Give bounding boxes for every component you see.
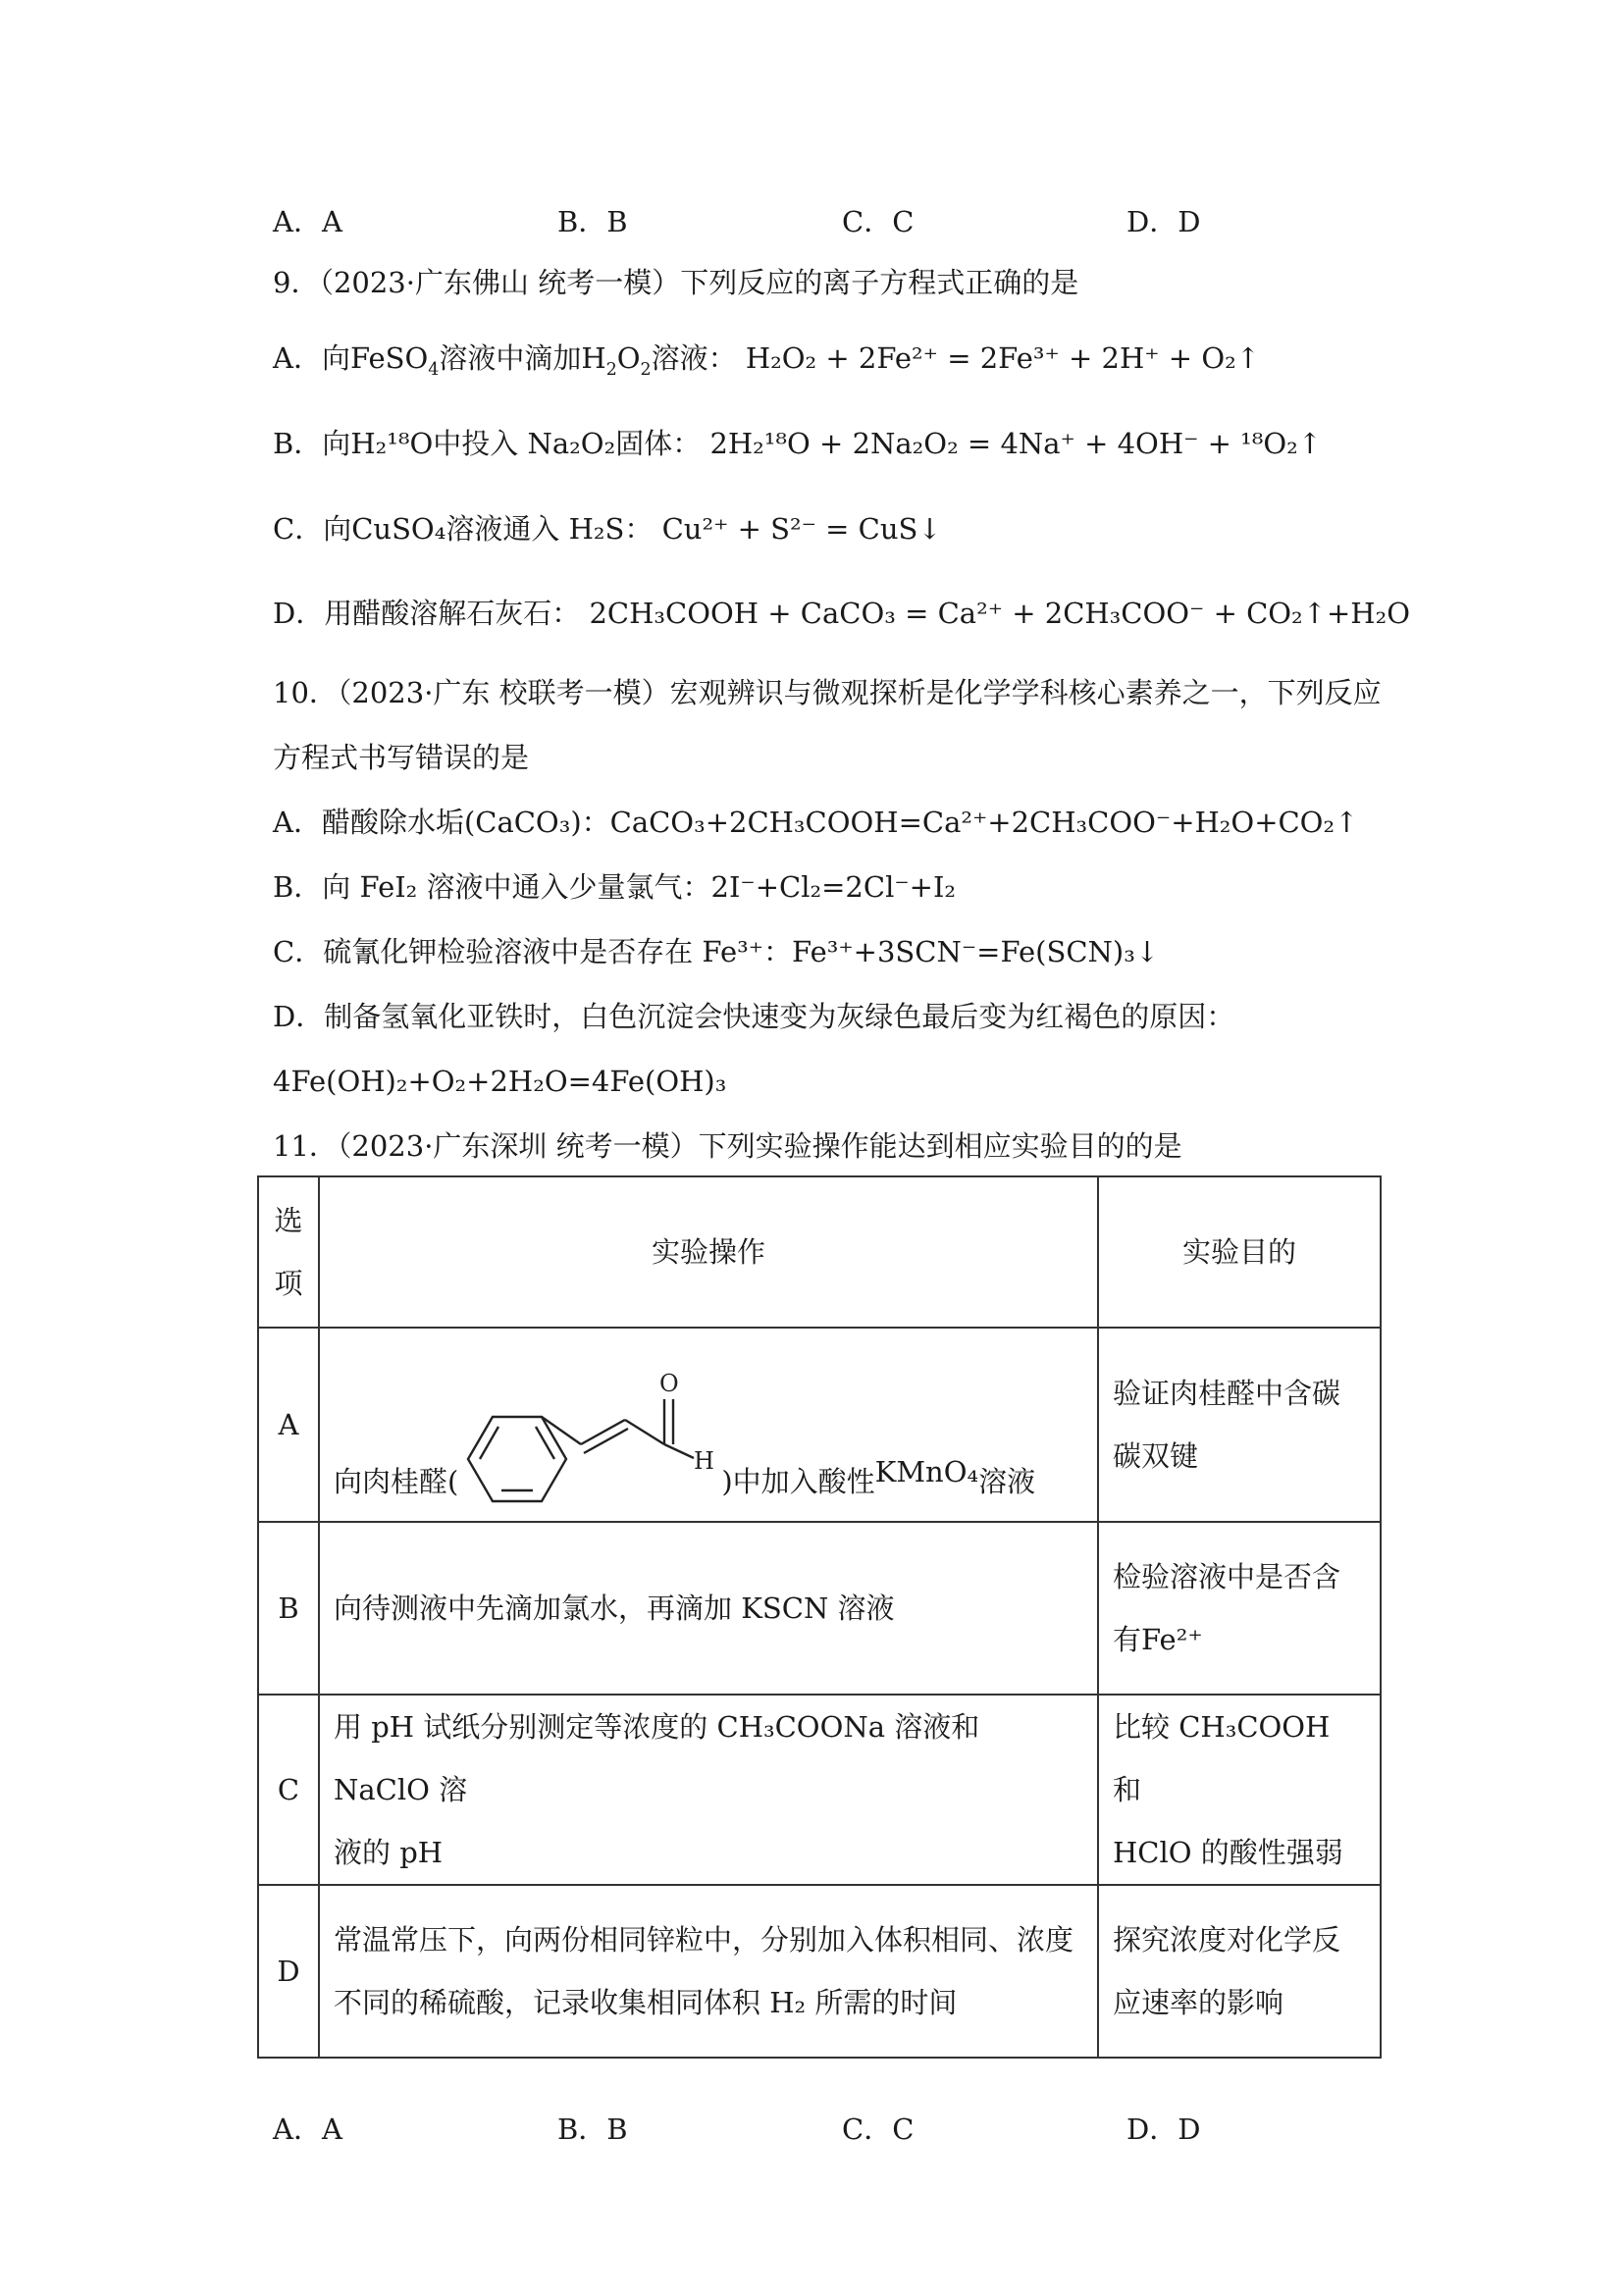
q9-b-water: H₂¹⁸O bbox=[350, 427, 434, 460]
row-purpose bbox=[1098, 1885, 1381, 2058]
op-reagent: KMnO₄ bbox=[874, 1455, 979, 1488]
q10-option-d-line1[interactable]: D．制备氢氧化亚铁时，白色沉淀会快速变为灰绿色最后变为红褐色的原因： bbox=[273, 1000, 1235, 1033]
op-line1: 常温常压下，向两份相同锌粒中，分别加入体积相同、浓度 bbox=[334, 1923, 1074, 1957]
op-line2: 液的 pH bbox=[334, 1836, 444, 1869]
row-operation bbox=[319, 1885, 1098, 2058]
q10-stem-line2: 方程式书写错误的是 bbox=[273, 741, 530, 774]
q9-a-h2o2: H bbox=[581, 341, 606, 375]
q9-d-text: D．用醋酸溶解石灰石： bbox=[273, 597, 581, 630]
op-end: 溶液 bbox=[978, 1465, 1036, 1498]
option-a[interactable]: A．A bbox=[273, 2113, 342, 2146]
option-c[interactable]: C．C bbox=[842, 2113, 915, 2146]
row-purpose bbox=[1098, 1522, 1381, 1695]
option-a[interactable]: A．A bbox=[273, 205, 342, 238]
q10-option-b[interactable]: B．向 FeI₂ 溶液中通入少量氯气：2I⁻+Cl₂=2Cl⁻+I₂ bbox=[273, 870, 957, 904]
top-options bbox=[273, 202, 1450, 241]
purpose-line1: 探究浓度对化学反 bbox=[1113, 1923, 1341, 1957]
q9-a-equation: H₂O₂ + 2Fe²⁺ = 2Fe³⁺ + 2H⁺ + O₂↑ bbox=[745, 341, 1261, 375]
op-line2: 不同的稀硫酸，记录收集相同体积 H₂ 所需的时间 bbox=[334, 1986, 958, 2019]
row-option: C bbox=[258, 1695, 319, 1885]
q9-c-equation: Cu²⁺ + S²⁻ = CuS↓ bbox=[661, 512, 942, 546]
q9-b-rest: 中投入 bbox=[433, 427, 519, 460]
table-row bbox=[258, 1695, 1381, 1885]
row-option: A bbox=[258, 1328, 319, 1522]
ring-double-bond bbox=[480, 1427, 498, 1459]
op-line1: 用 pH 试纸分别测定等浓度的 CH₃COONa 溶液和 NaClO 溶 bbox=[334, 1710, 980, 1806]
purpose-line2: HClO 的酸性强弱 bbox=[1113, 1836, 1343, 1869]
op-suffix: )中加入酸性 bbox=[721, 1465, 875, 1498]
header-purpose: 实验目的 bbox=[1098, 1176, 1381, 1328]
q9-option-a[interactable]: A．向FeSO$_4$溶液中滴加$H_2O_2$溶液： H₂O₂ + 2Fe²⁺ = 2Fe³⁺ + 2H⁺ + O₂↑ bbox=[273, 341, 1261, 380]
purpose-line1: 比较 CH₃COOH 和 bbox=[1113, 1710, 1331, 1806]
q9-a-label: A．向 bbox=[273, 341, 350, 375]
q9-c-rest: 溶液通入 bbox=[445, 512, 560, 546]
option-b[interactable]: B．B bbox=[557, 205, 628, 238]
mol-label-h: H bbox=[694, 1447, 715, 1475]
row-option: D bbox=[258, 1885, 319, 2058]
q9-a-rest: 溶液中滴加 bbox=[439, 341, 582, 375]
mol-label-o: O bbox=[659, 1370, 680, 1397]
purpose-line2: 应速率的影响 bbox=[1113, 1986, 1284, 2019]
row-operation bbox=[319, 1328, 1098, 1522]
row-option: B bbox=[258, 1522, 319, 1695]
table-row bbox=[258, 1885, 1381, 2058]
ring-double-bond bbox=[536, 1427, 554, 1459]
cinnamaldehyde-structure bbox=[458, 1366, 721, 1513]
table-row bbox=[258, 1328, 1381, 1522]
chain-bond bbox=[625, 1420, 664, 1444]
q9-stem: 9．（2023·广东佛山 统考一模）下列反应的离子方程式正确的是 bbox=[273, 266, 1079, 299]
header-operation: 实验操作 bbox=[319, 1176, 1098, 1328]
purpose-line1: 检验溶液中是否含 bbox=[1113, 1560, 1341, 1593]
option-d[interactable]: D．D bbox=[1126, 2113, 1201, 2146]
table-header-row bbox=[258, 1176, 1381, 1328]
q9-c-label: C．向 bbox=[273, 512, 352, 546]
benzene-ring bbox=[468, 1417, 566, 1501]
q9-b-label: B．向 bbox=[273, 427, 351, 460]
q9-option-d[interactable] bbox=[273, 594, 1410, 633]
q9-option-c[interactable] bbox=[273, 509, 942, 548]
aldehyde-h-bond bbox=[664, 1444, 694, 1458]
q10-option-a[interactable]: A．醋酸除水垢(CaCO₃)：CaCO₃+2CH₃COOH=Ca²⁺+2CH₃COO⁻+H₂O+CO₂↑ bbox=[273, 806, 1359, 839]
bottom-options bbox=[273, 2110, 1450, 2149]
q9-a-h2o2b: O bbox=[616, 341, 641, 375]
q9-c-colon: ： bbox=[624, 512, 654, 546]
row-operation bbox=[319, 1695, 1098, 1885]
q9-b-na2o2: Na₂O₂ bbox=[527, 427, 616, 460]
q9-b-solid: 固体： bbox=[615, 427, 702, 460]
q11-stem: 11．（2023·广东深圳 统考一模）下列实验操作能达到相应实验目的的是 bbox=[273, 1129, 1182, 1163]
header-option-line1: 选 bbox=[274, 1204, 303, 1237]
purpose-line2: 有Fe²⁺ bbox=[1113, 1623, 1203, 1656]
table-row bbox=[258, 1522, 1381, 1695]
chain-bond bbox=[542, 1417, 581, 1444]
alkene-bond bbox=[581, 1420, 625, 1444]
q9-d-equation: 2CH₃COOH + CaCO₃ = Ca²⁺ + 2CH₃COO⁻ + CO₂↑+H₂O bbox=[589, 597, 1410, 630]
q9-c-cuso4: CuSO₄ bbox=[351, 512, 446, 546]
experiment-table bbox=[257, 1175, 1382, 2059]
option-b[interactable]: B．B bbox=[557, 2113, 628, 2146]
row-purpose bbox=[1098, 1695, 1381, 1885]
q10-option-d-line2: 4Fe(OH)₂+O₂+2H₂O=4Fe(OH)₃ bbox=[273, 1065, 727, 1098]
purpose-line1: 验证肉桂醛中含碳 bbox=[1113, 1377, 1341, 1410]
q9-a-reagent: FeSO bbox=[349, 341, 429, 375]
op-prefix: 向肉桂醛( bbox=[334, 1465, 459, 1498]
q9-b-equation: 2H₂¹⁸O + 2Na₂O₂ = 4Na⁺ + 4OH⁻ + ¹⁸O₂↑ bbox=[709, 427, 1323, 460]
option-d[interactable]: D．D bbox=[1126, 205, 1201, 238]
q10-stem-line1: 10．（2023·广东 校联考一模）宏观辨识与微观探析是化学学科核心素养之一，下列反应 bbox=[273, 676, 1382, 709]
option-c[interactable]: C．C bbox=[842, 205, 915, 238]
q9-a-colon: 溶液： bbox=[651, 341, 737, 375]
row-purpose bbox=[1098, 1328, 1381, 1522]
header-option bbox=[258, 1176, 319, 1328]
q9-option-b[interactable] bbox=[273, 424, 1322, 463]
q9-c-h2s: H₂S bbox=[568, 512, 625, 546]
row-operation: 向待测液中先滴加氯水，再滴加 KSCN 溶液 bbox=[319, 1522, 1098, 1695]
header-option-line2: 项 bbox=[274, 1267, 303, 1300]
purpose-line2: 碳双键 bbox=[1113, 1439, 1199, 1473]
alkene-double-bond bbox=[584, 1429, 628, 1453]
q10-option-c[interactable]: C．硫氰化钾检验溶液中是否存在 Fe³⁺：Fe³⁺+3SCN⁻=Fe(SCN)₃↓ bbox=[273, 935, 1160, 968]
